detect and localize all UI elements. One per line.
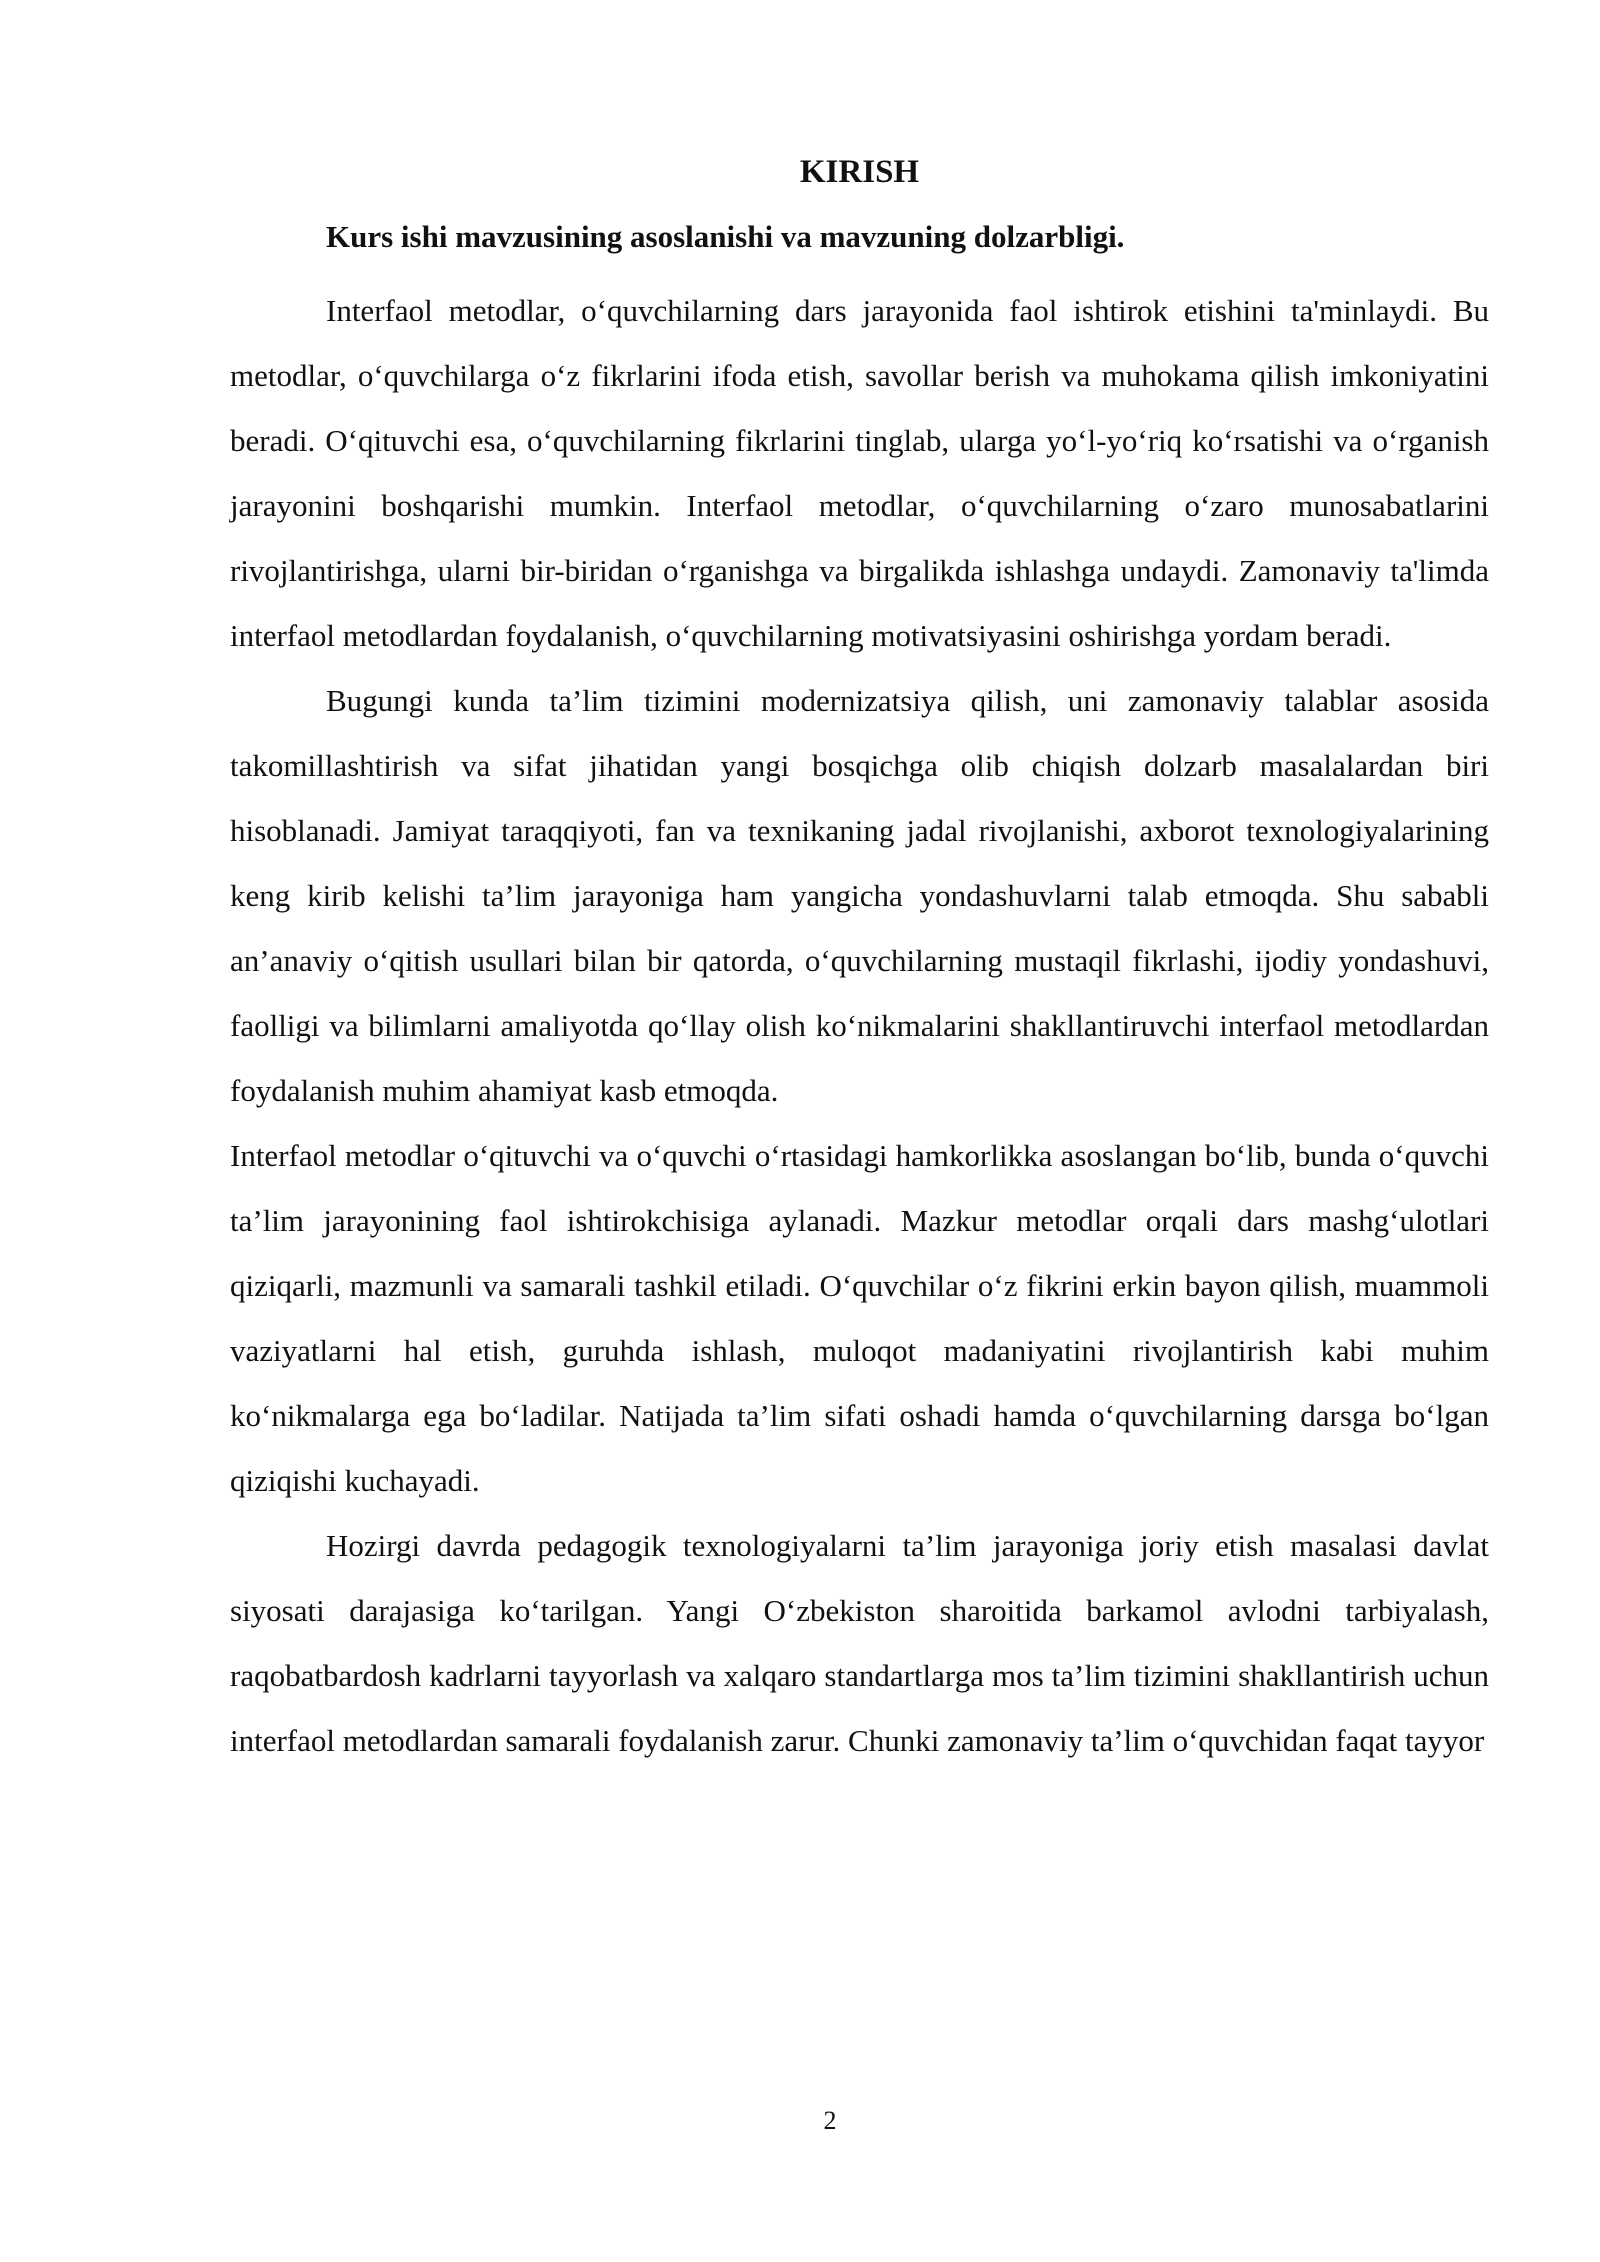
paragraph-3: Interfaol metodlar o‘qituvchi va o‘quvchi o‘rtasidagi hamkorlikka asoslangan bo‘lib, bunda o‘quvchi ta’lim jarayonining faol ishtirokchisiga aylanadi. Mazkur metodlar orqali dars mashg‘ulotlari qiziqarli, mazmunli va samarali tashkil etiladi. O‘quvchilar o‘z fikrini erkin bayon qilish, muammoli vaziyatlarni hal etish, guruhda ishlash, muloqot madaniyatini rivojlantirish kabi muhim ko‘nikmalarga ega bo‘ladilar. Natijada ta’lim sifati oshadi hamda o‘quvchilarning darsga bo‘lgan qiziqishi kuchayadi. (230, 1138, 1489, 1498)
page-content (230, 148, 1489, 1773)
paragraph-1: Interfaol metodlar, o‘quvchilarning dars jarayonida faol ishtirok etishini ta'minlaydi. Bu metodlar, o‘quvchilarga o‘z fikrlarini ifoda etish, savollar berish va muhokama qilish imkoniyatini beradi. O‘qituvchi esa, o‘quvchilarning fikrlarini tinglab, ularga yo‘l-yo‘riq ko‘rsatishi va o‘rganish jarayonini boshqarishi mumkin. Interfaol metodlar, o‘quvchilarning o‘zaro munosabatlarini rivojlantirishga, ularni bir-biridan o‘rganishga va birgalikda ishlashga undaydi. Zamonaviy ta'limda interfaol metodlardan foydalanish, o‘quvchilarning motivatsiyasini oshirishga yordam beradi. (230, 293, 1489, 653)
section-subtitle: Kurs ishi mavzusining asoslanishi va mavzuning dolzarbligi. (326, 219, 1125, 254)
page-number: 2 (823, 2106, 837, 2135)
page-title: KIRISH (799, 154, 920, 190)
paragraph-2: Bugungi kunda ta’lim tizimini modernizatsiya qilish, uni zamonaviy talablar asosida takomillashtirish va sifat jihatidan yangi bosqichga olib chiqish dolzarb masalalardan biri hisoblanadi. Jamiyat taraqqiyoti, fan va texnikaning jadal rivojlanishi, axborot texnologiyalarining keng kirib kelishi ta’lim jarayoniga ham yangicha yondashuvlarni talab etmoqda. Shu sababli an’anaviy o‘qitish usullari bilan bir qatorda, o‘quvchilarning mustaqil fikrlashi, ijodiy yondashuvi, faolligi va bilimlarni amaliyotda qo‘llay olish ko‘nikmalarini shakllantiruvchi interfaol metodlardan foydalanish muhim ahamiyat kasb etmoqda. (230, 683, 1489, 1108)
paragraph-4: Hozirgi davrda pedagogik texnologiyalarni ta’lim jarayoniga joriy etish masalasi davlat siyosati darajasiga ko‘tarilgan. Yangi O‘zbekiston sharoitida barkamol avlodni tarbiyalash, raqobatbardosh kadrlarni tayyorlash va xalqaro standartlarga mos ta’lim tizimini shakllantirish uchun interfaol metodlardan samarali foydalanish zarur. Chunki zamonaviy ta’lim o‘quvchidan faqat tayyor (230, 1528, 1489, 1758)
